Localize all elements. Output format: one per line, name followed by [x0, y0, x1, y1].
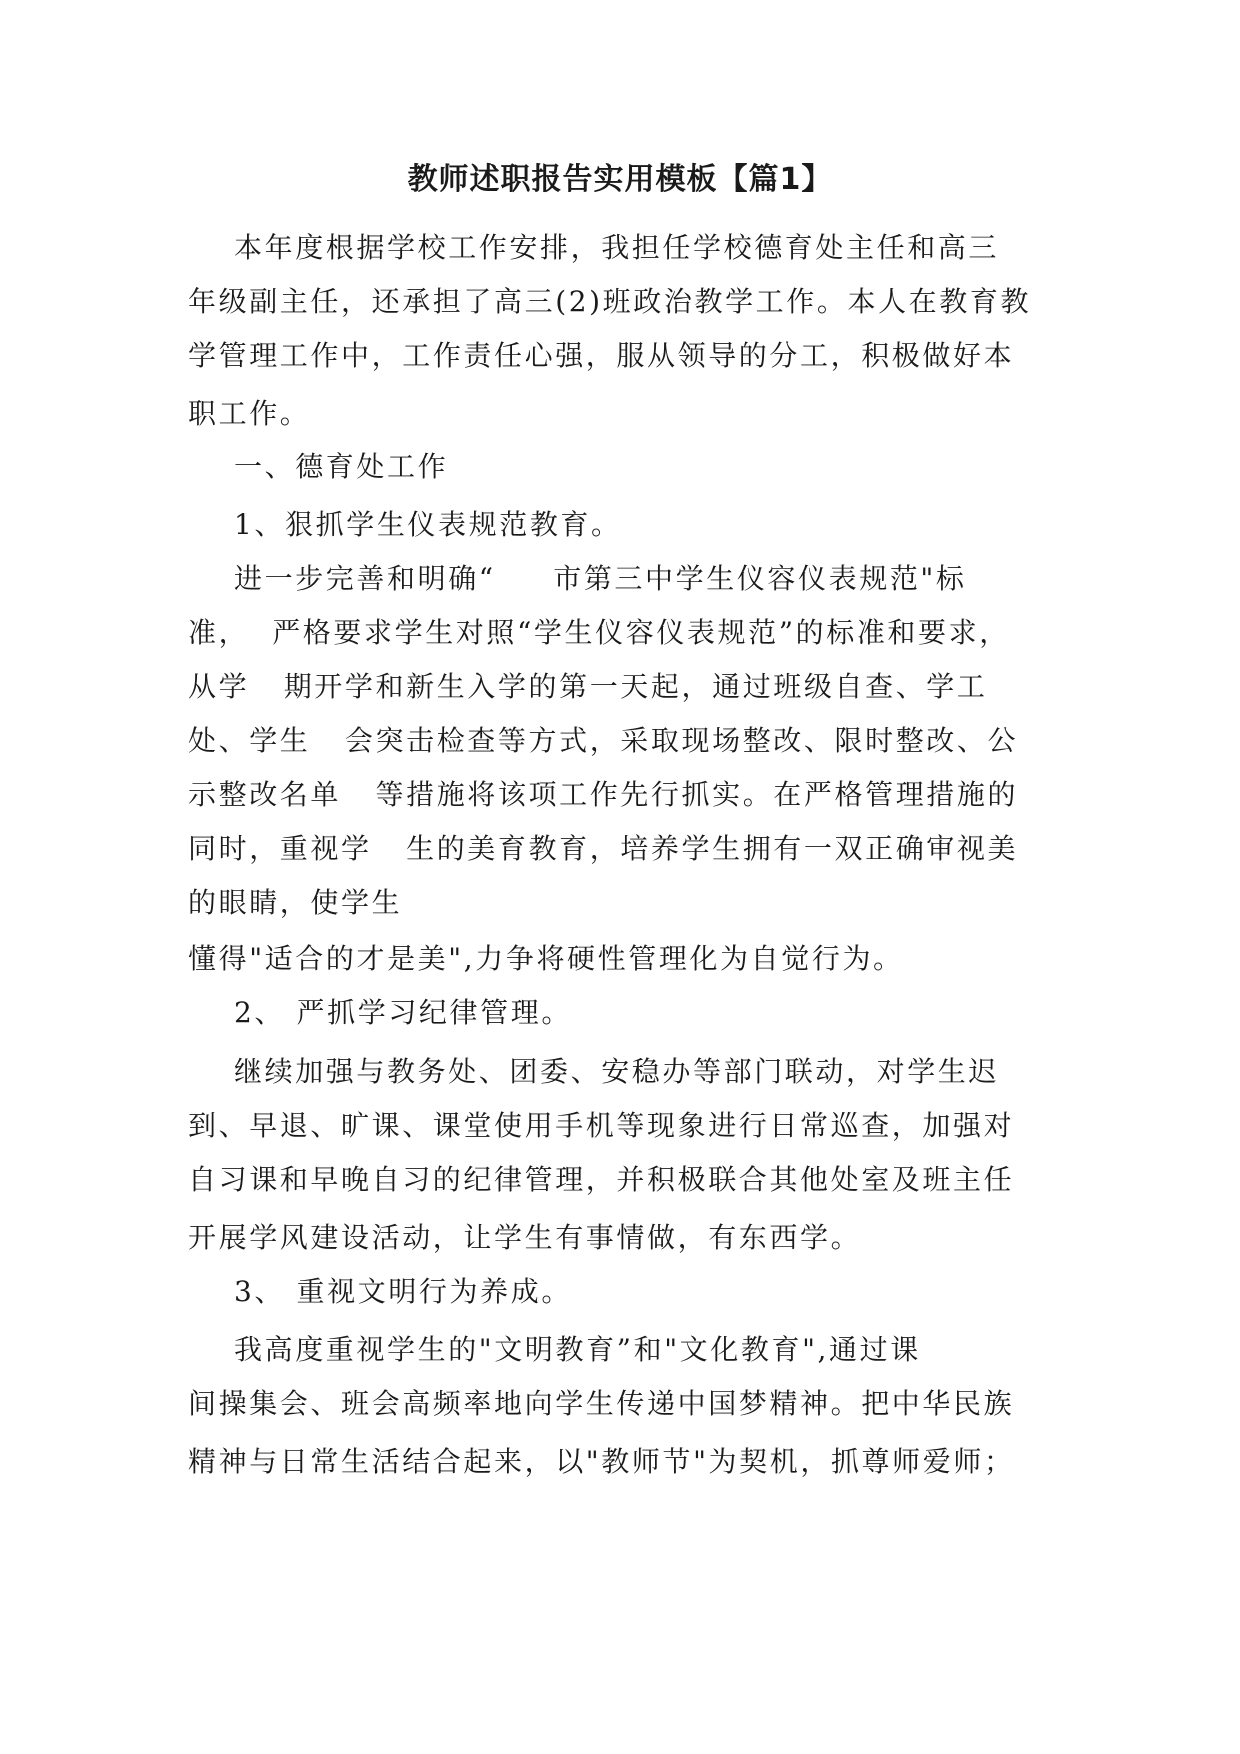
body-line: 处、学生 会突击检查等方式，采取现场整改、限时整改、公 — [188, 724, 1019, 757]
body-line: 1、狠抓学生仪表规范教育。 — [188, 508, 622, 541]
body-line: 我高度重视学生的"文明教育”和"文化教育",通过课 — [188, 1333, 921, 1366]
body-line: 进一步完善和明确“ 市第三中学生仪容仪表规范"标 — [188, 562, 967, 595]
body-line: 3、 重视文明行为养成。 — [188, 1275, 572, 1308]
body-line: 精神与日常生活结合起来，以"教师节"为契机，抓尊师爱师； — [188, 1445, 1015, 1478]
body-line: 懂得"适合的才是美",力争将硬性管理化为自觉行为。 — [188, 942, 904, 975]
body-line: 到、早退、旷课、课堂使用手机等现象进行日常巡查，加强对 — [188, 1109, 1015, 1142]
body-line: 职工作。 — [188, 397, 311, 430]
body-line: 的眼睛，使学生 — [188, 886, 403, 919]
body-line: 准， 严格要求学生对照“学生仪容仪表规范”的标准和要求， — [188, 616, 1010, 649]
body-line: 同时，重视学 生的美育教育，培养学生拥有一双正确审视美 — [188, 832, 1019, 865]
body-line: 继续加强与教务处、团委、安稳办等部门联动，对学生迟 — [188, 1055, 1000, 1088]
body-line: 一、德育处工作 — [188, 450, 449, 483]
body-line: 间操集会、班会高频率地向学生传递中国梦精神。把中华民族 — [188, 1387, 1015, 1420]
body-line: 自习课和早晚自习的纪律管理，并积极联合其他处室及班主任 — [188, 1163, 1015, 1196]
body-line: 开展学风建设活动，让学生有事情做，有东西学。 — [188, 1221, 862, 1254]
body-line: 本年度根据学校工作安排，我担任学校德育处主任和高三 — [188, 231, 1000, 264]
body-line: 年级副主任，还承担了高三(2)班政治教学工作。本人在教育教 — [188, 285, 1032, 318]
body-line: 示整改名单 等措施将该项工作先行抓实。在严格管理措施的 — [188, 778, 1019, 811]
body-line: 从学 期开学和新生入学的第一天起，通过班级自查、学工 — [188, 670, 988, 703]
document-title: 教师述职报告实用模板【篇1】 — [407, 162, 833, 197]
body-line: 学管理工作中，工作责任心强，服从领导的分工，积极做好本 — [188, 339, 1015, 372]
body-line: 2、 严抓学习纪律管理。 — [188, 996, 572, 1029]
